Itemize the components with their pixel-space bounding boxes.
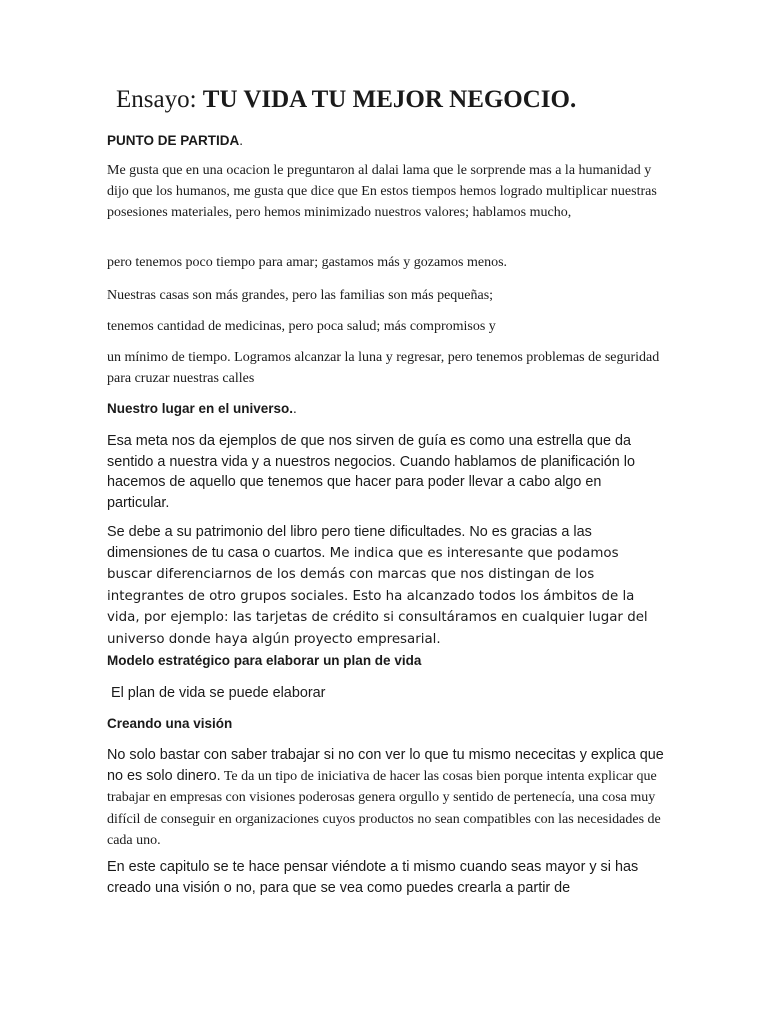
paragraph-casas: Nuestras casas son más grandes, pero las familias son más pequeñas; — [107, 288, 494, 303]
heading-tail: . — [293, 401, 297, 416]
section-heading-modelo: Modelo estratégico para elaborar un plan de vida — [107, 653, 422, 668]
heading-tail: . — [239, 133, 244, 148]
paragraph-patrimonio-part1: Se debe a su patrimonio del libro pero tiene dificultades. No es gracias a las dimensiones de tu casa o cuartos. — [107, 524, 592, 561]
paragraph-luna: un mínimo de tiempo. Logramos alcanzar la luna y regresar, pero tenemos problemas de seguridad para cruzar nuestras calles — [107, 350, 660, 386]
paragraph-saber-trabajar — [107, 745, 667, 852]
heading-text: PUNTO DE PARTIDA — [107, 133, 240, 148]
paragraph-meta-estrella: Esa meta nos da ejemplos de que nos sirven de guía es como una estrella que da sentido a nuestra vida y a nuestros negocios. Cuando hablamos de planificación lo hacemos de aquello que tenemos que hacer para poder llevar a cabo algo en particular. — [107, 433, 635, 511]
essay-title-main: TU VIDA TU MEJOR NEGOCIO. — [202, 86, 577, 113]
paragraph-saber-trabajar-part2: Te da un tipo de iniciativa de hacer las cosas bien porque intenta explicar que trabajar en empresas con visiones poderosas genera orgullo y sentido de pertenecía, una cosa muy difícil de conseguir en organizaciones cuyos productos no sean compatibles con las necesidades de cada uno. — [107, 768, 661, 848]
paragraph-dalai-lama: Me gusta que en una ocacion le preguntaron al dalai lama que le sorprende mas a la humanidad y dijo que los humanos, me gusta que dice que En estos tiempos hemos logrado multiplicar nuestras posesiones materiales, pero hemos minimizado nuestros valores; hablamos mucho, — [107, 163, 657, 220]
paragraph-plan-de-vida: El plan de vida se puede elaborar — [107, 685, 326, 701]
section-heading-nuestro-lugar — [107, 401, 297, 416]
paragraph-capitulo: En este capitulo se te hace pensar viéndote a ti mismo cuando seas mayor y si has creado una visión o no, para que se vea como puedes crearla a partir de — [107, 859, 639, 896]
heading-text: Nuestro lugar en el universo. — [107, 401, 294, 416]
paragraph-patrimonio-part2: Me indica que es interesante que podamos buscar diferenciarnos de los demás con marcas que nos distingan de los integrantes de otro grupos sociales. Esto ha alcanzado todos los ámbitos de la vida, por ejemplo: las tarjetas de crédito si consultáramos en cualquier lugar del universo donde haya algún proyecto empresarial. — [107, 545, 648, 647]
essay-title — [116, 84, 576, 116]
paragraph-saber-trabajar-part1: No solo bastar con saber trabajar si no con ver lo que tu mismo nececitas y explica que no es solo dinero. — [107, 747, 664, 784]
paragraph-medicinas: tenemos cantidad de medicinas, pero poca salud; más compromisos y — [107, 319, 496, 334]
paragraph-patrimonio — [107, 522, 667, 650]
section-heading-vision: Creando una visión — [107, 716, 233, 731]
section-heading-punto-de-partida — [107, 133, 243, 148]
paragraph-tiempo-para-amar: pero tenemos poco tiempo para amar; gastamos más y gozamos menos. — [107, 255, 508, 270]
essay-title-prefix: Ensayo: — [116, 86, 203, 113]
